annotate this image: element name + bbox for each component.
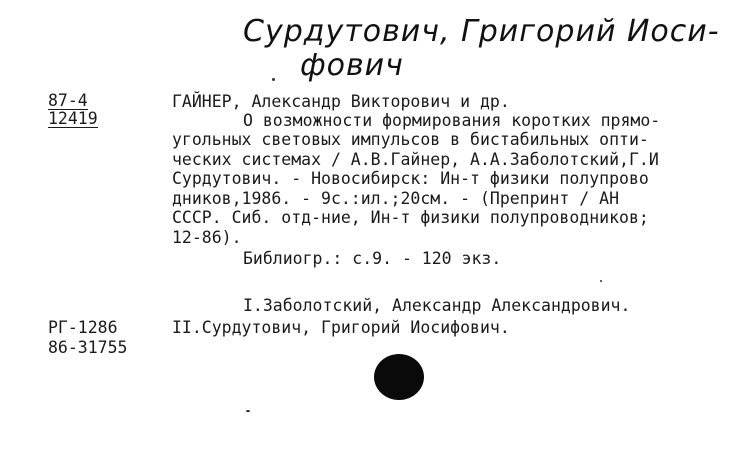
call-number-bottom [48, 318, 127, 357]
bibliography-note: Библиогр.: с.9. - 120 экз. [243, 249, 502, 268]
tracing-1: I.Заболотский, Александр Александрович. [243, 296, 631, 315]
tracing-2: II.Сурдутович, Григорий Иосифович. [172, 318, 510, 337]
author-heading: ГАЙНЕР, Александр Викторович и др. [172, 92, 510, 111]
speck [246, 410, 250, 412]
body-line-2: угольных световых импульсов в бистабильных опти- [172, 130, 649, 149]
body-line-3: ческих системах / А.В.Гайнер, А.А.Заболотский,Г.И [172, 150, 659, 169]
punch-hole [374, 354, 424, 400]
handwritten-annotation-line-2: фович [300, 48, 404, 83]
body-line-7: 12-86). [172, 228, 242, 247]
call-number-top-line-1: 87-4 [48, 91, 88, 110]
body-line-6: СССР. Сиб. отд-ние, Ин-т физики полупроводников; [172, 208, 649, 227]
call-number-bottom-line-1: РГ-1286 [48, 318, 118, 337]
call-number-top [48, 92, 98, 128]
speck [600, 280, 602, 282]
call-number-bottom-line-2: 86-31755 [48, 337, 128, 357]
body-line-5: дников,1986. - 9с.:ил.;20см. - (Препринт / АН [172, 189, 620, 208]
call-number-top-line-2: 12419 [48, 109, 98, 128]
body-line-4: Сурдутович. - Новосибирск: Ин-т физики полупрово [172, 169, 649, 188]
handwritten-annotation-line-1: Сурдутович, Григорий Иоси- [243, 14, 720, 49]
speck [272, 78, 275, 81]
body-line-1: О возможности формирования коротких прямо- [243, 111, 661, 130]
